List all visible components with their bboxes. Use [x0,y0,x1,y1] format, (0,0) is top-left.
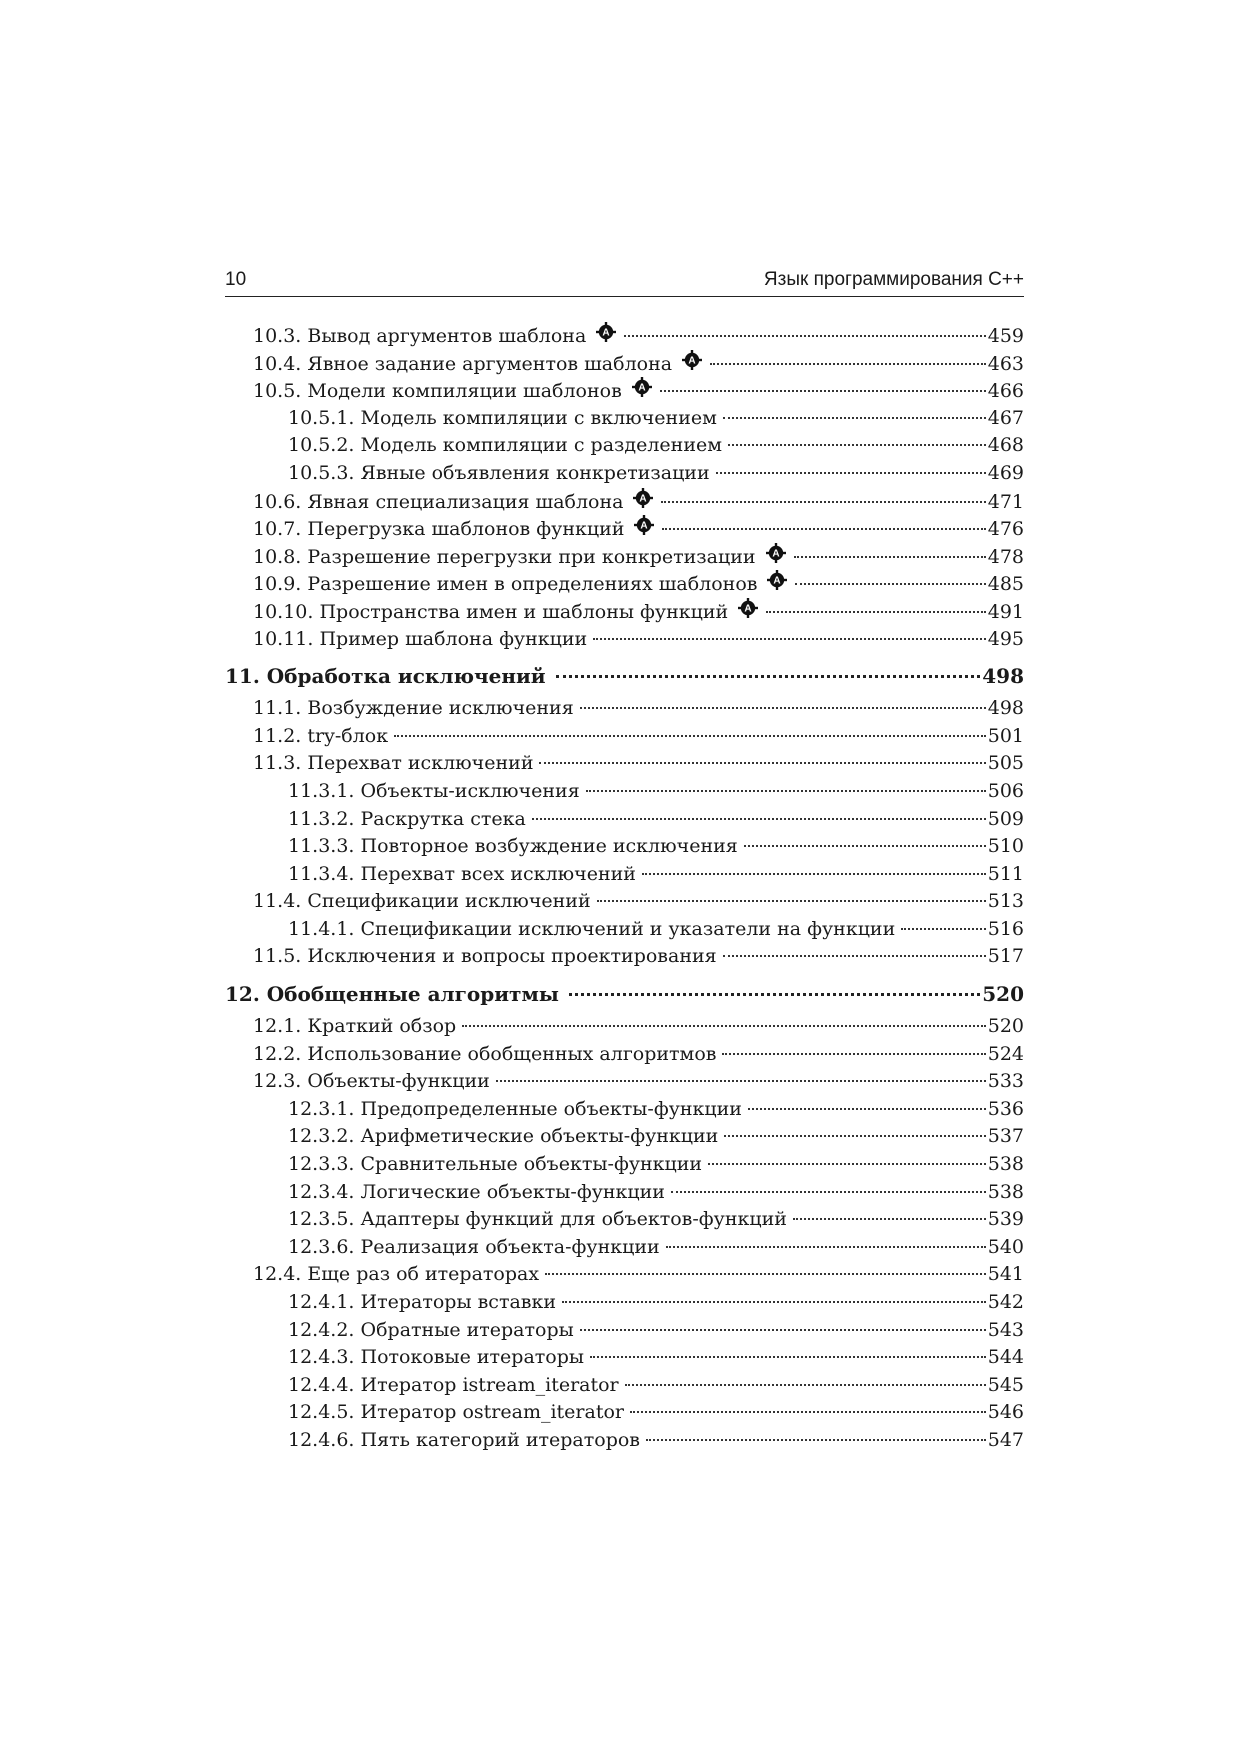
toc-page-number: 498 [987,697,1024,720]
toc-entry-title: 12.4.3. Потоковые итераторы [288,1346,585,1369]
toc-page-number: 547 [987,1428,1024,1451]
dot-leader [661,501,985,503]
toc-entry-title: 11.3.4. Перехват всех исключений [288,862,636,885]
toc-entry-title: 11. Обработка исключений [225,664,546,689]
toc-entry[interactable] [225,750,1024,778]
dot-leader [710,363,986,365]
dot-leader [728,444,986,446]
dot-leader [562,1301,986,1303]
dot-leader [496,1080,986,1082]
advanced-topic-icon [634,515,654,535]
toc-entry-title: 10.3. Вывод аргументов шаблона [253,325,587,347]
dot-leader [394,735,986,737]
dot-leader [580,707,986,709]
toc-page-number: 536 [987,1097,1024,1120]
toc-page-number: 537 [987,1125,1024,1148]
dot-leader [580,1329,986,1331]
toc-entry[interactable] [225,1123,1024,1151]
toc-entry[interactable] [225,1179,1024,1207]
toc-entry-title: 10.6. Явная специализация шаблона [253,490,624,513]
toc-entry-title: 12.1. Краткий обзор [253,1015,457,1038]
toc-entry-title: 12.4.1. Итераторы вставки [288,1291,557,1313]
dot-leader [708,1163,986,1165]
dot-leader [462,1025,986,1027]
advanced-topic-icon [766,543,786,563]
toc-entry-title: 12.3.5. Адаптеры функций для объектов-функций [288,1208,787,1231]
toc-entry[interactable] [225,488,1024,516]
dot-leader [724,1135,985,1137]
advanced-topic-icon [596,322,616,342]
toc-entry-title: 12.4. Еще раз об итераторах [253,1263,540,1286]
toc-entry[interactable] [225,543,1024,571]
toc-entry-title: 11.1. Возбуждение исключения [253,697,574,720]
toc-entry-title: 10.10. Пространства имен и шаблоны функций [253,600,729,623]
dot-leader [593,638,986,640]
toc-entry[interactable] [225,626,1024,654]
toc-entry[interactable] [225,1427,1024,1455]
dot-leader [744,845,986,847]
dot-leader [794,556,986,558]
toc-entry[interactable] [225,695,1024,723]
dot-leader [748,1108,986,1110]
toc-page-number: 495 [987,627,1024,650]
dot-leader [625,1384,986,1386]
dot-leader [766,611,986,613]
toc-entry[interactable] [225,460,1024,488]
toc-page-number: 463 [987,352,1024,375]
toc-page-number: 467 [987,406,1024,429]
toc-entry[interactable] [225,515,1024,543]
toc-entry[interactable] [225,1206,1024,1234]
toc-page-number: 544 [987,1346,1024,1369]
toc-page-number: 538 [987,1153,1024,1176]
toc-page-number: 471 [987,490,1024,513]
toc-entry[interactable] [225,723,1024,751]
toc-page-number: 510 [987,835,1024,858]
toc-entry-title: 12.3.6. Реализация объекта-функции [288,1235,660,1258]
toc-entry[interactable] [225,377,1024,405]
toc-page-number: 543 [987,1318,1024,1341]
toc-entry[interactable] [225,1261,1024,1289]
toc-page-number: 541 [987,1263,1024,1286]
toc-entry[interactable] [225,916,1024,944]
dot-leader [646,1439,986,1441]
toc-page-number: 476 [987,518,1024,541]
toc-entry-title: 11.3.3. Повторное возбуждение исключения [288,835,738,858]
toc-page-number: 459 [987,325,1024,347]
toc-page-number: 466 [987,380,1024,403]
toc-entry-title: 11.4. Спецификации исключений [253,890,591,913]
toc-entry-title: 10.4. Явное задание аргументов шаблона [253,352,673,375]
toc-entry-title: 10.5.3. Явные объявления конкретизации [288,461,710,484]
toc-entry[interactable] [225,1399,1024,1427]
dot-leader [716,472,986,474]
toc-page-number: 546 [987,1401,1024,1424]
toc-chapter-entry[interactable] [225,975,1024,1013]
toc-page-number: 542 [987,1291,1024,1313]
dot-leader [569,993,980,996]
toc-entry-title: 12.3.2. Арифметические объекты-функции [288,1125,719,1148]
toc-page-number: 545 [987,1373,1024,1396]
dot-leader [901,928,985,930]
toc-page-number: 517 [987,945,1024,968]
dot-leader [630,1411,986,1413]
advanced-icon-letter: A [638,382,646,394]
toc-entry-title: 11.5. Исключения и вопросы проектирования [253,945,717,968]
toc-page-number: 524 [987,1042,1024,1065]
table-of-contents [225,322,1024,1455]
toc-page-number: 509 [987,807,1024,830]
toc-entry-title: 10.5.1. Модель компиляции с включением [288,406,717,429]
advanced-icon-letter: A [744,603,752,615]
toc-entry[interactable] [225,1234,1024,1262]
toc-page-number: 513 [987,890,1024,913]
toc-entry-title: 11.2. try-блок [253,724,389,747]
dot-leader [545,1273,986,1275]
toc-entry-title: 12.3.4. Логические объекты-функции [288,1180,665,1203]
toc-entry[interactable] [225,1289,1024,1317]
toc-entry[interactable] [225,322,1024,350]
dot-leader [597,900,986,902]
dot-leader [660,390,986,392]
toc-entry-title: 12.4.5. Итератор ostream_iterator [288,1401,624,1424]
advanced-topic-icon [738,598,758,618]
toc-page-number: 520 [982,982,1024,1007]
dot-leader [532,818,986,820]
dot-leader [666,1246,986,1248]
toc-entry-title: 10.5. Модели компиляции шаблонов [253,380,622,403]
toc-entry[interactable] [225,598,1024,626]
toc-entry-title: 11.3. Перехват исключений [253,752,534,775]
toc-page-number: 520 [987,1015,1024,1038]
toc-page-number: 468 [987,434,1024,457]
toc-entry-title: 12.2. Использование обобщенных алгоритмов [253,1042,717,1065]
toc-entry-title: 10.8. Разрешение перегрузки при конкретизации [253,545,756,568]
toc-entry[interactable] [225,1372,1024,1400]
advanced-icon-letter: A [771,548,780,560]
dot-leader [539,762,985,764]
toc-page-number: 538 [987,1180,1024,1203]
toc-entry[interactable] [225,405,1024,433]
toc-entry[interactable] [225,350,1024,378]
toc-page-number: 478 [987,545,1024,568]
toc-entry-title: 12.3. Объекты-функции [253,1070,490,1093]
toc-page-number: 498 [982,664,1024,689]
toc-entry[interactable] [225,1344,1024,1372]
advanced-icon-letter: A [688,355,696,367]
advanced-icon-letter: A [602,327,610,339]
toc-entry-title: 12.3.1. Предопределенные объекты-функции [288,1097,742,1120]
toc-entry-title: 10.11. Пример шаблона функции [253,627,588,650]
toc-entry-title: 10.7. Перегрузка шаблонов функций [253,518,625,541]
dot-leader [586,790,986,792]
toc-entry[interactable] [225,888,1024,916]
toc-entry[interactable] [225,806,1024,834]
dot-leader [793,1218,986,1220]
toc-page-number: 505 [987,752,1024,775]
toc-entry[interactable] [225,943,1024,971]
page-header [225,266,1024,297]
toc-page-number: 540 [987,1235,1024,1258]
toc-chapter-entry[interactable] [225,657,1024,695]
page-number: 10 [225,269,247,290]
toc-page-number: 501 [987,724,1024,747]
dot-leader [624,335,985,337]
dot-leader [723,417,986,419]
toc-entry-title: 11.4.1. Спецификации исключений и указатели на функции [288,917,896,940]
dot-leader [671,1191,986,1193]
running-title: Язык программирования С++ [763,269,1024,290]
toc-page-number: 539 [987,1208,1024,1231]
advanced-topic-icon [767,570,787,590]
toc-entry-title: 10.9. Разрешение имен в определениях шаблонов [253,573,758,596]
advanced-topic-icon [632,377,652,397]
dot-leader [662,528,985,530]
toc-entry[interactable] [225,778,1024,806]
toc-entry[interactable] [225,833,1024,861]
advanced-topic-icon [633,488,653,508]
toc-entry[interactable] [225,1013,1024,1041]
toc-page-number: 469 [987,461,1024,484]
advanced-icon-letter: A [639,493,648,505]
toc-entry-title: 12.4.2. Обратные итераторы [288,1318,574,1341]
toc-entry-title: 11.3.2. Раскрутка стека [288,807,526,830]
dot-leader [723,955,986,957]
toc-entry[interactable] [225,1096,1024,1124]
toc-entry-title: 12.4.4. Итератор istream_iterator [288,1373,619,1396]
toc-entry-title: 10.5.2. Модель компиляции с разделением [288,434,723,457]
dot-leader [556,675,981,678]
toc-entry[interactable] [225,432,1024,460]
toc-entry-title: 12. Обобщенные алгоритмы [225,982,559,1007]
toc-page-number: 516 [987,917,1024,940]
toc-entry[interactable] [225,1041,1024,1069]
toc-entry-title: 12.4.6. Пять категорий итераторов [288,1428,641,1451]
toc-page-number: 533 [987,1070,1024,1093]
toc-page-number: 506 [987,779,1024,802]
advanced-topic-icon [682,350,702,370]
toc-page-number: 485 [987,573,1024,596]
toc-entry[interactable] [225,861,1024,889]
advanced-icon-letter: A [640,520,649,532]
dot-leader [795,583,985,585]
toc-entry[interactable] [225,570,1024,598]
toc-entry-title: 11.3.1. Объекты-исключения [288,779,580,802]
toc-entry[interactable] [225,1317,1024,1345]
toc-page-number: 511 [987,862,1024,885]
toc-entry[interactable] [225,1068,1024,1096]
dot-leader [722,1053,985,1055]
dot-leader [590,1356,986,1358]
toc-page-number: 491 [987,600,1024,623]
toc-entry-title: 12.3.3. Сравнительные объекты-функции [288,1153,703,1176]
dot-leader [642,873,986,875]
advanced-icon-letter: A [773,575,782,587]
toc-entry[interactable] [225,1151,1024,1179]
